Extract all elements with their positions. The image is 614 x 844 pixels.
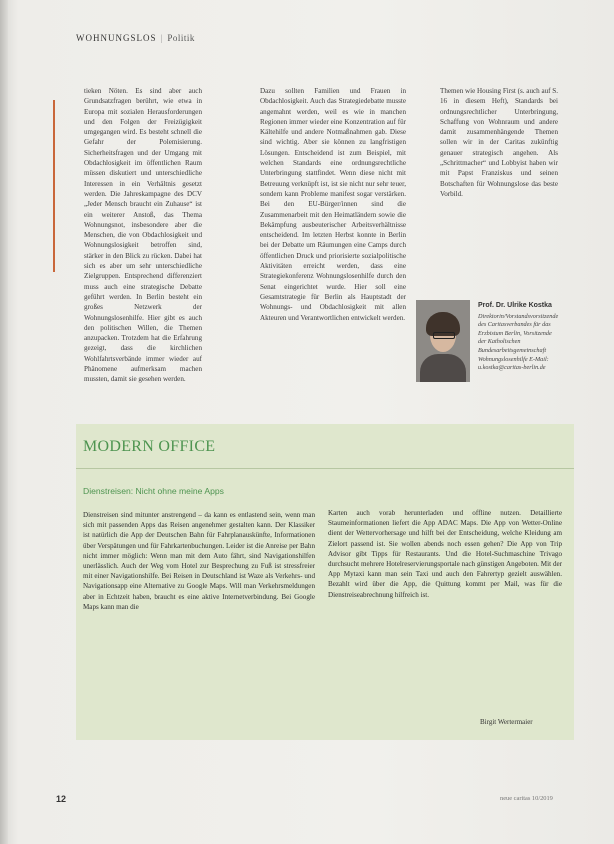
article-column-1: [84, 86, 202, 385]
box-column-1: [83, 510, 315, 612]
page-number: 12: [56, 794, 67, 804]
article-text-3: Themen wie Housing First (s. auch auf S. 16 in diesem Heft), Standards bei ordnungsrechtlicher Unterbringung, Schaffung von Wohnraum und andere damit zusammenhängende Themen sollen wir in der Caritas zukünftig genauer strategisch angehen. Als „Schrittmacher“ und Lobbyist haben wir mit Papst Franziskus und seinen Botschaften für Wohnungslose das beste Vorbild.: [440, 87, 559, 198]
header-separator: |: [160, 33, 164, 43]
article-text-1: tieken Nöten. Es sind aber auch Grundsatzfragen berührt, wie etwa in Europa mit sozialen Herausforderungen und den Folgen der Freizügigkeit umgegangen wird. Es besteht schnell die Gefahr der Polemisierung. Sicherheitsfragen und der Umgang mit Obdachlosigkeit im öffentlichen Raum müssen diskutiert und unterschiedliche Interessen in ein Verhältnis gesetzt werden. Die Jahreskampagne des DCV „Jeder Mensch braucht ein Zuhause“ ist ein weiterer Anstoß, das Thema Wohnungsnot, insbesondere aber die Menschen, die von Obdachlosigkeit und Wohnungslosigkeit betroffen sind, stärker in den Blick zu rücken. Dabei hat sich es aber um sehr unterschiedliche Zielgruppen. Entsprechend differenziert muss auch eine strategische Debatte geführt werden. In Berlin besteht ein großes Netzwerk der Wohnungslosenhilfe. Hier gibt es auch den politischen Willen, die Themen anzupacken. Trotzdem hat die Erfahrung gezeigt, dass die kirchlichen Wohlfahrtsverbände immer wieder auf Phänomene aufmerksam machen mussten, damit sie gesehen werden.: [84, 87, 202, 384]
running-header: [76, 33, 195, 43]
box-text-1: Dienstreisen sind mitunter anstrengend – da kann es entlastend sein, wenn man sich mit passenden Apps das Reisen angenehmer gestalten kann. Der Klassiker ist natürlich die App der Deutschen Bahn für Fahrplanauskünfte, Informationen über Verspätungen und für Fahrkartenbuchungen. Leider ist die Anreise per Bahn nicht immer möglich: Wenn man mit dem Auto fährt, sind Navigationshilfen unerlässlich. Auch der Weg vom Hotel zur Besprechung zu Fuß ist stressfreier mit einer Navigationshilfe. Bei Reisen in Deutschland ist Waze als Verkehrs- und Navigationsapp eine Alternative zu Google Maps. Will man Verkehrsmeldungen aber in Echtzeit haben, braucht es eine aktive Internetverbindung. Bei Google Maps kann man die: [83, 511, 315, 611]
box-signature: Birgit Wertermaier: [480, 718, 533, 726]
margin-marker: [53, 100, 55, 272]
box-subtitle: Dienstreisen: Nicht ohne meine Apps: [83, 486, 224, 496]
article-column-2: [260, 86, 406, 323]
page-fold-shadow: [0, 0, 8, 844]
box-title: MODERN OFFICE: [83, 438, 216, 455]
author-photo: [416, 300, 470, 382]
author-name: Prof. Dr. Ulrike Kostka: [478, 302, 552, 309]
author-bio: [478, 302, 558, 373]
article-text-2: Dazu sollten Familien und Frauen in Obdachlosigkeit. Auch das Strategiedebatte musste angemahnt werden, weil es wie in manchen Regionen immer wieder eine Konzentration auf für Kältehilfe und andere Notmaßnahmen gab. Diese sind wichtig. Aber sie können zu langfristigen Lösungen. Entscheidend ist zum Beispiel, mit welchen Standards eine ordnungsrechtliche Unterbringung stattfindet. Wenn diese nicht mit Betreuung verknüpft ist, ist sie nicht nur sehr teuer, sondern kann Probleme manifest sogar verstärken. Bei den EU-Bürger/innen sind die Zusammenarbeit mit den Heimatländern sowie die Bekämpfung ausbeuterischer Arbeitsverhältnisse entscheidend. Im letzten Herbst konnte in Berlin bei der Debatte um Räumungen eine Camps durch öffentlichen Druck und priorisierte sozialpolitische Aktivitäten erreicht werden, dass eine Strategiekonferenz Wohnungslosenhilfe durch den Senat eingerichtet wurde. Hier soll eine Gesamtstrategie für Berlin als Hauptstadt der Wohnungs- und Obdachlosigkeit mit allen Akteuren und Verantwortlichen entwickelt werden.: [260, 87, 406, 322]
header-title: WOHNUNGSLOS: [76, 33, 157, 43]
author-description: Direktorin/Vorstandsvorsitzende des Caritasverbandes für das Erzbistum Berlin, Vorsitzende der Katholischen Bundesarbeitsgemeinschaft Wohnungslosenhilfe E-Mail: u.kostka@caritas-berlin.de: [478, 312, 559, 372]
box-column-2: [328, 508, 562, 600]
box-divider: [76, 468, 574, 469]
header-section: Politik: [167, 33, 195, 43]
modern-office-box: [76, 424, 574, 740]
box-text-2: Karten auch vorab herunterladen und offline nutzen. Detaillierte Staumeinformationen liefert die App ADAC Maps. Die App von Wetter-Online dient der Wettervorhersage und hilft bei der Entscheidung, welche Kleidung am Zielort passend ist. Sie wollen abends noch essen gehen? Die App von Trip Advisor gibt Tipps für Restaurants. Und die Hotel-Suchmaschine Trivago durchsucht mehrere Hotelreservierungsportale nach günstigen Angeboten. Mit der App Mytaxi kann man sein Taxi und auch den Fahrertyp gezielt auswählen. Bezahlt wird über die App, die Quittung kommt per Mail, was für die Dienstreiseabrechnung hilfreich ist.: [328, 509, 562, 599]
article-column-3: [440, 86, 558, 199]
footer-magazine: neue caritas 10/2019: [500, 795, 553, 802]
